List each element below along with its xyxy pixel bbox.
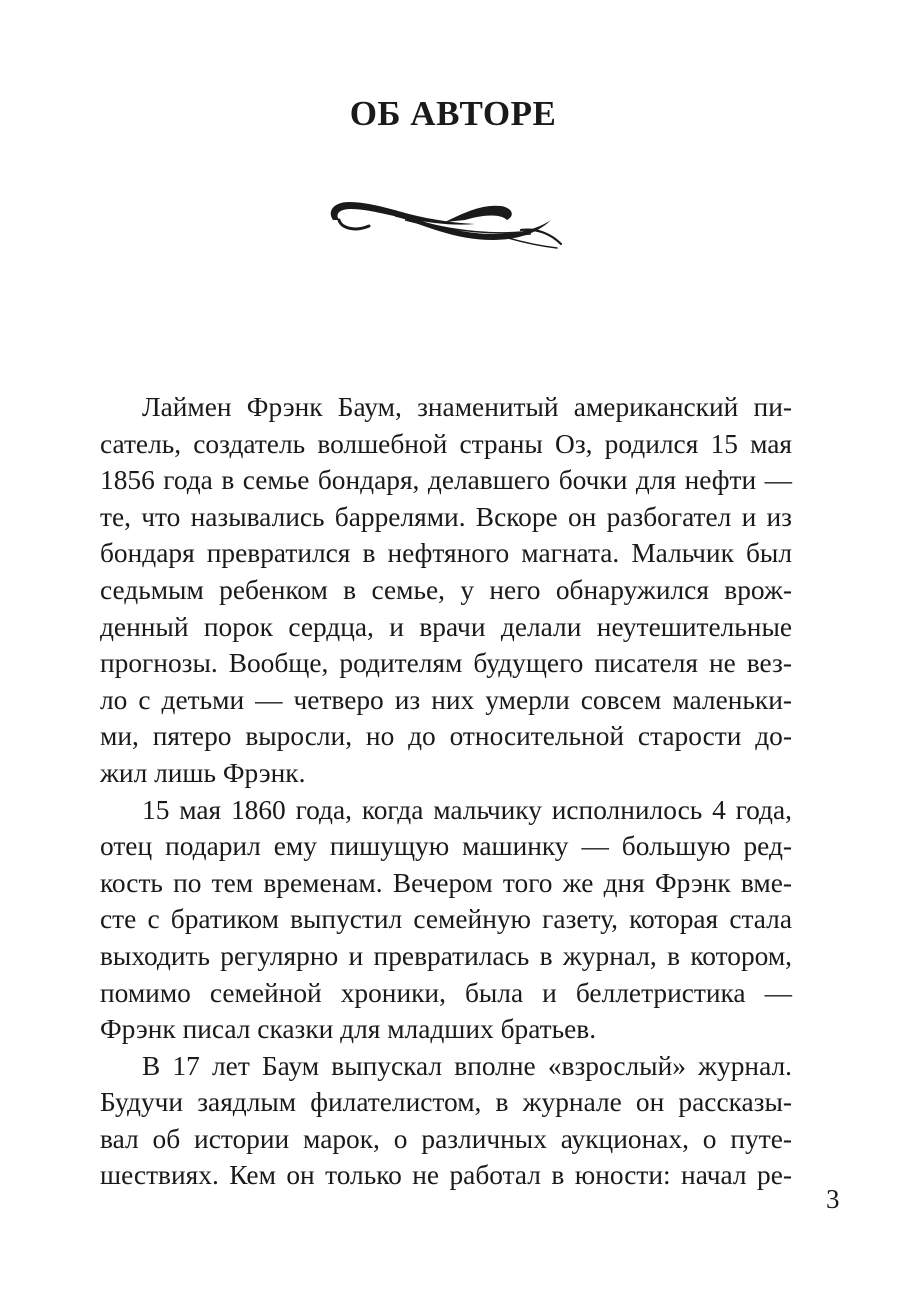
text-line: В 17 лет Баум выпускал вполне «взрослый» журнал.: [142, 1050, 792, 1081]
page-number: 3: [826, 1184, 840, 1214]
paragraph-1: [100, 389, 792, 792]
text-line: бондаря превратился в нефтяного магната. Мальчик был: [100, 538, 792, 569]
text-line: сте с братиком выпустил семейную газету, которая стала: [100, 904, 792, 935]
text-line: сатель, создатель волшебной страны Оз, родился 15 мая: [100, 428, 792, 459]
text-line: прогнозы. Вообще, родителям будущего писателя не вез-: [100, 648, 792, 679]
paragraph-2: [100, 792, 792, 1048]
flourish-divider-icon: [325, 190, 565, 254]
text-line: те, что назывались баррелями. Вскоре он разбогател и из: [100, 501, 792, 532]
text-line: ло с детьми — четверо из них умерли совсем маленьки-: [100, 684, 792, 715]
text-line: ми, пятеро выросли, но до относительной старости до-: [100, 721, 792, 752]
text-line: 1856 года в семье бондаря, делавшего бочки для нефти —: [100, 465, 792, 496]
text-line: Будучи заядлым филателистом, в журнале он рассказы-: [100, 1087, 792, 1118]
text-line: седьмым ребенком в семье, у него обнаружился врож-: [100, 574, 792, 605]
text-line: жил лишь Фрэнк.: [100, 757, 306, 788]
text-line: Фрэнк писал сказки для младших братьев.: [100, 1014, 597, 1045]
paragraph-3: [100, 1048, 792, 1194]
text-line: помимо семейной хроники, была и беллетристика —: [100, 977, 792, 1008]
text-line: кость по тем временам. Вечером того же дня Фрэнк вме-: [100, 867, 792, 898]
text-line: денный порок сердца, и врачи делали неутешительные: [100, 611, 792, 642]
text-line: Лаймен Фрэнк Баум, знаменитый американский пи-: [142, 392, 792, 422]
chapter-title: ОБ АВТОРЕ: [349, 94, 557, 133]
text-line: шествиях. Кем он только не работал в юности: начал ре-: [100, 1160, 792, 1191]
text-line: 15 мая 1860 года, когда мальчику исполнилось 4 года,: [142, 794, 792, 825]
text-line: вал об истории марок, о различных аукционах, о путе-: [100, 1123, 792, 1154]
body-text: [100, 389, 792, 1194]
text-line: отец подарил ему пишущую машинку — большую ред-: [100, 831, 792, 862]
text-line: выходить регулярно и превратилась в журнал, в котором,: [100, 940, 792, 971]
